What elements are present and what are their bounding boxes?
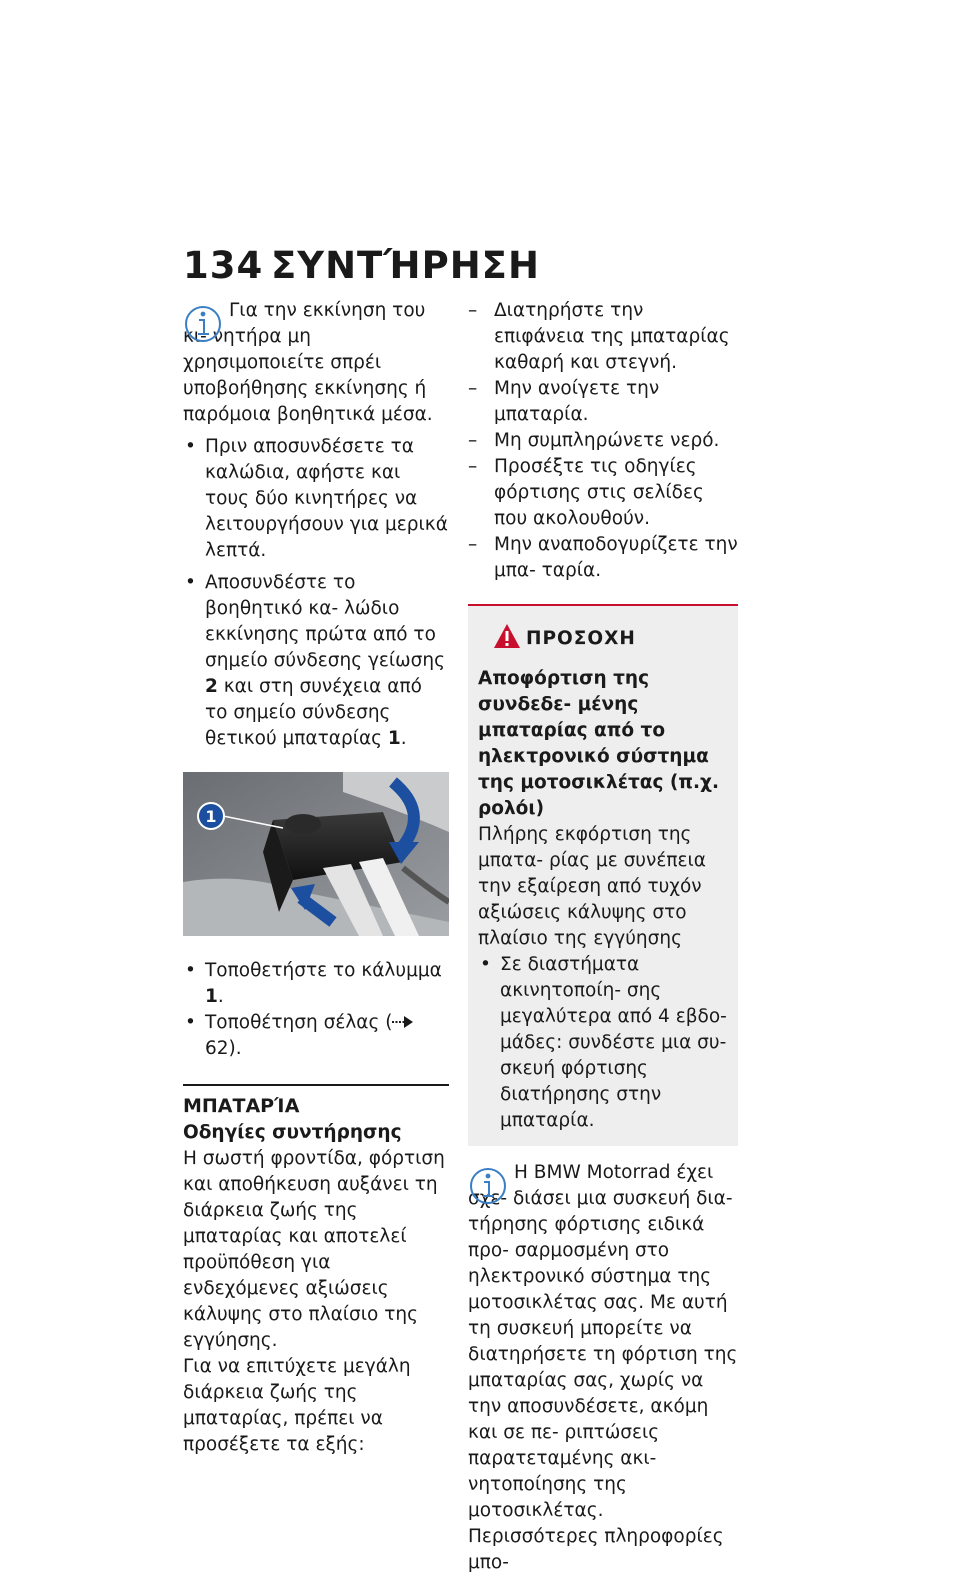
section-header: ΣΥΝΤΉΡΗΣΗ (271, 244, 540, 287)
caution-box (468, 604, 738, 1146)
caution-body: Πλήρης εκφόρτιση της μπατα- ρίας με συνέπεια την εξαίρεση από τυχόν αξιώσεις κάλυψης στο πλαίσιο της εγγύησης (478, 824, 706, 949)
battery-terminal-photo (183, 772, 449, 936)
section-divider (183, 1084, 449, 1086)
ref-1: 1 (387, 728, 401, 749)
list-item: • Τοποθετήστε το κάλυμμα 1. (185, 960, 442, 1007)
list-item: • Αποσυνδέστε το βοηθητικό κα- λώδιο εκκίνησης πρώτα από το σημείο σύνδεσης γείωσης 2 και στη συνέχεια από το σημείο σύνδεσης θετικού μπαταρίας 1. (185, 572, 445, 749)
list-item: – Μην αναποδογυρίζετε την μπα- ταρία. (468, 534, 738, 581)
paragraph: Η σωστή φροντίδα, φόρτιση και αποθήκευση αυξάνει τη διάρκεια ζωής της μπαταρίας και αποτελεί προϋπόθεση για ενδεχόμενες αξιώσεις κάλυψης στο πλαίσιο της εγγύησης. (183, 1148, 445, 1351)
list-item: – Προσέξτε τις οδηγίες φόρτισης στις σελίδες που ακολουθούν. (468, 456, 704, 529)
caution-title: ΠΡΟΣΟΧΗ (526, 628, 636, 649)
info-note-maintainer (468, 1160, 738, 1576)
info-note-text: Για την εκκίνηση του κι- νητήρα μη χρησιμοποιείτε σπρέι υποβοήθησης εκκίνησης ή παρόμοια βοηθητικά μέσα. (183, 300, 433, 425)
info-note-text: Η BMW Motorrad έχει σχε- διάσει μια συσκευή δια- τήρησης φόρτισης ειδικά προ- σαρμοσμένη στο ηλεκτρονικό σύστημα της μοτοσικλέτας σας. Με αυτή τη συσκευή μπορείτε να διατηρήσετε τη φόρτιση της μπαταρίας σας, χωρίς να την αποσυνδέσετε, ακόμη και σε πε- ριπτώσεις παρατεταμένης ακι- νητοποίησης της μοτοσικλέτας. Περισσότερες πληροφορίες μπο- (468, 1162, 738, 1573)
page-number: 134 (183, 244, 264, 287)
list-item: • Πριν αποσυνδέσετε τα καλώδια, αφήστε και τους δύο κινητήρες να λειτουργήσουν για μερικά λεπτά. (185, 436, 448, 561)
info-note-jumpstart (183, 298, 449, 428)
caution-lead: Αποφόρτιση της συνδεδε- μένης μπαταρίας από το ηλεκτρονικό σύστημα της μοτοσικλέτας (π.χ. ρολόι) (478, 668, 719, 819)
right-column (468, 298, 738, 1576)
page-reference-arrow-icon (392, 1015, 414, 1029)
info-icon (468, 1162, 508, 1210)
page-header (183, 244, 540, 287)
list-item: – Μην ανοίγετε την μπαταρία. (468, 378, 660, 425)
list-item: • Τοποθέτηση σέλας (62). (183, 1010, 449, 1062)
paragraph: Για να επιτύχετε μεγάλη διάρκεια ζωής της μπαταρίας, πρέπει να προσέξετε τα εξής: (183, 1356, 411, 1455)
list-item: – Διατηρήστε την επιφάνεια της μπαταρίας καθαρή και στεγνή. (468, 300, 730, 373)
warning-icon (492, 622, 522, 650)
ref-2: 2 (205, 676, 218, 697)
subsection-heading: Οδηγίες συντήρησης (183, 1122, 402, 1143)
section-title: ΜΠΑΤΑΡΊΑ (183, 1095, 300, 1117)
left-column (183, 298, 449, 1458)
list-item: • Σε διαστήματα ακινητοποίη- σης μεγαλύτερα από 4 εβδο- μάδες: συνδέστε μια συ- σκευή φόρτισης διατήρησης στην μπαταρία. (480, 954, 727, 1131)
list-item: – Μη συμπληρώνετε νερό. (468, 430, 720, 451)
photo-callout-1: 1 (205, 807, 217, 826)
info-icon (183, 300, 223, 348)
